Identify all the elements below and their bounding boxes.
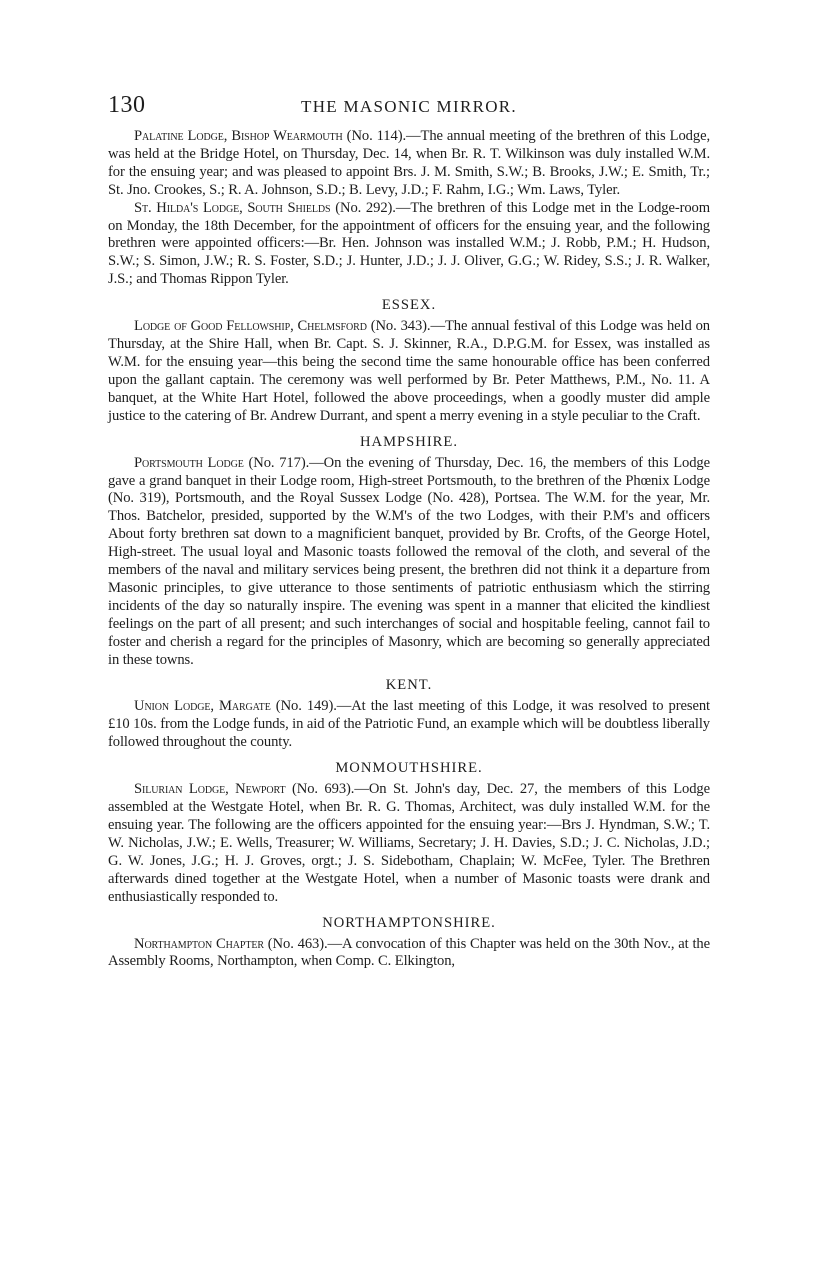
- paragraph-text: (No. 149).—At the last meeting of this Lodge, it was resolved to present £10 10s. from the Lodge funds, in aid of the Patriotic Fund, an example which will be doubtless liberally followed throughout the county.: [108, 698, 710, 751]
- page-header: [108, 92, 710, 126]
- paragraph-st-hildas-lodge: [108, 200, 710, 290]
- paragraph-lead: Portsmouth Lodge: [134, 454, 244, 471]
- paragraph-union-lodge: [108, 698, 710, 752]
- paragraph-good-fellowship-lodge: [108, 318, 710, 425]
- article-body: [108, 128, 710, 971]
- running-title: THE MASONIC MIRROR.: [301, 97, 517, 116]
- paragraph-lead: St. Hilda's Lodge, South Shields: [134, 199, 331, 216]
- paragraph-text: (No. 717).—On the evening of Thursday, Dec. 16, the members of this Lodge gave a grand banquet in their Lodge room, High-street Portsmouth, to the brethren of the Phœnix Lodge (No. 319), Portsmouth, and the Royal Sussex Lodge (No. 428), Portsea. The W.M. for the year, Mr. Thos. Batchelor, presided, supported by the W.M's of the two Lodges, with their P.M's and officers About forty brethren sat down to a magnificient banquet, provided by Br. Crofts, of the George Hotel, High-street. The usual loyal and Masonic toasts followed the removal of the cloth, and several of the members of the naval and military services being present, the brethren did not think it a departure from Masonic principles, to give utterance to those sentiments of patriotic enthusiasm which the stirring incidents of the day so naturally inspire. The evening was spent in a manner that elicited the kindliest feelings on the part of all present; and such interchanges of social and hospitable feeling, cannot fail to foster and cherish a regard for the principles of Masonry, which are becoming so generally appreciated in these towns.: [108, 454, 710, 668]
- paragraph-lead: Northampton Chapter: [134, 935, 264, 952]
- page-number: 130: [108, 92, 146, 118]
- section-heading-northamptonshire: NORTHAMPTONSHIRE.: [322, 914, 496, 931]
- paragraph-text: (No. 343).—The annual festival of this Lodge was held on Thursday, at the Shire Hall, when Br. Capt. S. J. Skinner, R.A., D.P.G.M. for Essex, was installed as W.M. for the ensuing year—this being the second time the same honourable office has been conferred upon the gallant captain. The ceremony was well performed by Br. Peter Matthews, P.M., No. 11. A banquet, at the White Hart Hotel, followed the above proceedings, when a goodly muster did ample justice to the catering of Br. Andrew Durrant, and spent a merry evening in a style peculiar to the Craft.: [108, 318, 710, 424]
- paragraph-lead: Silurian Lodge, Newport: [134, 781, 286, 798]
- paragraph-text: (No. 292).—The brethren of this Lodge met in the Lodge-room on Monday, the 18th December, for the appointment of officers for the ensuing year, and the following brethren were appointed officers:—Br. Hen. Johnson was installed W.M.; J. Robb, P.M.; H. Hudson, S.W.; S. Simon, J.W.; R. S. Foster, S.D.; J. Hunter, J.D.; J. J. Oliver, G.G.; W. Ridey, S.S.; J. R. Walker, J.S.; and Thomas Rippon Tyler.: [108, 199, 711, 288]
- paragraph-lead: Lodge of Good Fellowship, Chelmsford: [134, 318, 367, 335]
- paragraph-silurian-lodge: [108, 781, 710, 906]
- section-heading-essex: ESSEX.: [381, 297, 437, 314]
- paragraph-lead: Palatine Lodge, Bishop Wearmouth: [134, 128, 343, 144]
- section-heading-monmouthshire: MONMOUTHSHIRE.: [335, 760, 483, 777]
- paragraph-lead: Union Lodge, Margate: [134, 698, 271, 715]
- paragraph-text: (No. 114).—The annual meeting of the brethren of this Lodge, was held at the Bridge Hotel, on Thursday, Dec. 14, when Br. R. T. Wilkinson was duly installed W.M. for the ensuing year; and was pleased to appoint Brs. J. M. Smith, S.W.; B. Brooks, J.W.; E. Smith, Tr.; St. Jno. Crookes, S.; R. A. Johnson, S.D.; B. Levy, J.D.; F. Rahm, I.G.; Wm. Laws, Tyler.: [108, 128, 710, 198]
- paragraph-text: (No. 693).—On St. John's day, Dec. 27, the members of this Lodge assembled at the Westgate Hotel, when Br. R. G. Thomas, Architect, was duly installed W.M. for the ensuing year. The following are the officers appointed for the ensuing year:—Brs J. Hyndman, S.W.; T. W. Nicholas, J.W.; E. Wells, Treasurer; W. Williams, Secretary; J. H. Davies, S.D.; J. C. Nicholas, J.D.; G. W. Jones, J.G.; H. J. Groves, orgt.; J. S. Sidebotham, Chaplain; W. McFee, Tyler. The Brethren afterwards dined together at the Westgate Hotel, when a number of Masonic toasts were drank and enthusiastically responded to.: [108, 781, 710, 905]
- section-heading-hampshire: HAMPSHIRE.: [360, 433, 458, 450]
- paragraph-portsmouth-lodge: [108, 455, 710, 670]
- paragraph-text: (No. 463).—A convocation of this Chapter was held on the 30th Nov., at the Assembly Rooms, Northampton, when Comp. C. Elkington,: [108, 935, 710, 970]
- section-heading-kent: KENT.: [385, 677, 433, 694]
- paragraph-northampton-chapter: [108, 936, 710, 972]
- paragraph-palatine-lodge: [108, 128, 710, 200]
